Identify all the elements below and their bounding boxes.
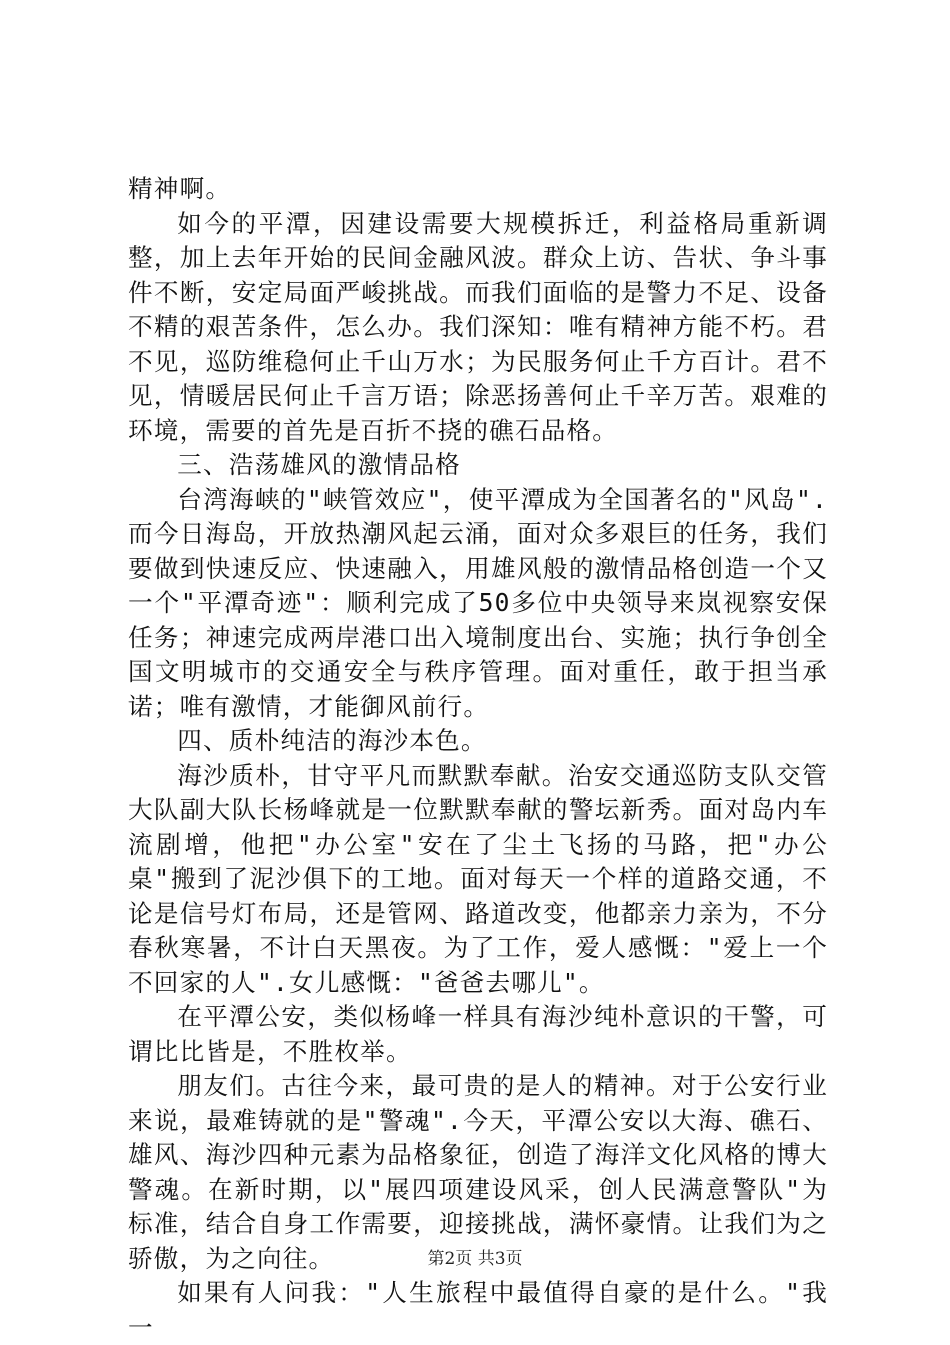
paragraph-pingtan-challenges: 如今的平潭，因建设需要大规模拆迁，利益格局重新调整，加上去年开始的民间金融风波。群众上访、告状、争斗事件不断，安定局面严峻挑战。而我们面临的是警力不足、设备不精的艰苦条件，怎么办。我们深知：唯有精神方能不朽。君不见，巡防维稳何止千山万水；为民服务何止千方百计。君不见，情暖居民何止千言万语；除恶扬善何止千辛万苦。艰难的环境，需要的首先是百折不挠的礁石品格。: [128, 208, 828, 445]
page-footer: 第2页 共3页: [427, 1249, 523, 1269]
section-heading-four: 四、质朴纯洁的海沙本色。: [177, 726, 487, 755]
paragraph-closing-question: 如果有人问我："人生旅程中最值得自豪的是什么。"我一: [128, 1278, 828, 1342]
section-heading-three: 三、浩荡雄风的激情品格: [177, 450, 461, 479]
paragraph-police-soul: 朋友们。古往今来，最可贵的是人的精神。对于公安行业来说，最难铸就的是"警魂".今天，平潭公安以大海、礁石、雄风、海沙四种元素为品格象征，创造了海洋文化风格的博大警魂。在新时期，以"展四项建设风采，创人民满意警队"为标准，结合自身工作需要，迎接挑战，满怀豪情。让我们为之骄傲，为之向往。: [128, 1071, 828, 1273]
paragraph-continuation: 精神啊。: [128, 174, 232, 203]
paragraph-similar-officers: 在平潭公安，类似杨峰一样具有海沙纯朴意识的干警，可谓比比皆是，不胜枚举。: [128, 1002, 828, 1066]
document-body: [128, 172, 828, 1345]
paragraph-wind-island: 台湾海峡的"峡管效应"，使平潭成为全国著名的"风岛".而今日海岛，开放热潮风起云涌，面对众多艰巨的任务，我们要做到快速反应、快速融入，用雄风般的激情品格创造一个又一个"平潭奇迹"：顺利完成了50多位中央领导来岚视察安保任务；神速完成两岸港口出入境制度出台、实施；执行争创全国文明城市的交通安全与秩序管理。面对重任，敢于担当承诺；唯有激情，才能御风前行。: [128, 484, 828, 721]
paragraph-sea-sand: 海沙质朴，甘守平凡而默默奉献。治安交通巡防支队交管大队副大队长杨峰就是一位默默奉献的警坛新秀。面对岛内车流剧增，他把"办公室"安在了尘土飞扬的马路，把"办公桌"搬到了泥沙俱下的工地。面对每天一个样的道路交通，不论是信号灯布局，还是管网、路道改变，他都亲力亲为，不分春秋寒暑，不计白天黑夜。为了工作，爱人感慨："爱上一个不回家的人".女儿感慨："爸爸去哪儿"。: [128, 760, 828, 997]
